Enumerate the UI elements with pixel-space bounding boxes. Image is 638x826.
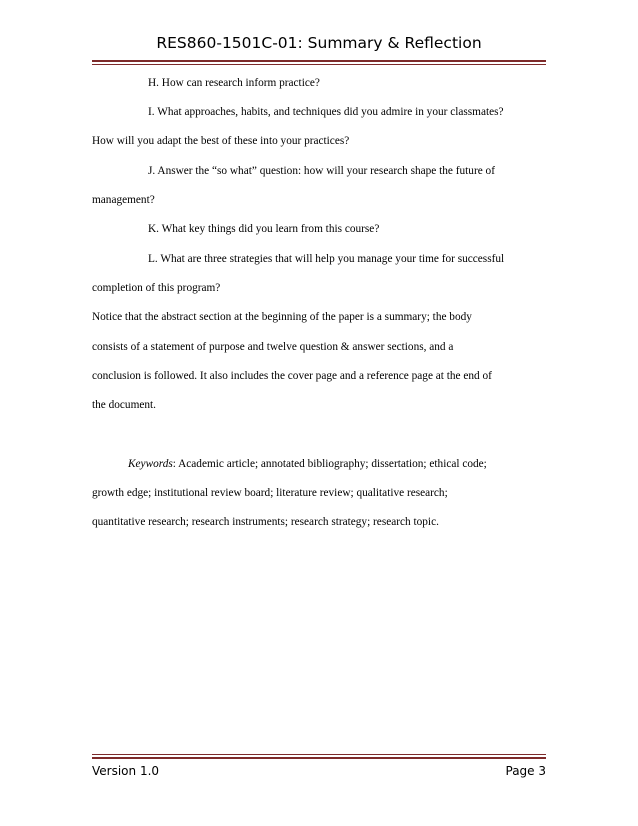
page-header-title: RES860-1501C-01: Summary & Reflection — [156, 34, 482, 52]
keywords-line1 — [128, 457, 487, 471]
footer-rule-thin — [92, 754, 546, 755]
question-l-line2: completion of this program? — [92, 282, 221, 294]
notice-line3: conclusion is followed. It also includes the cover page and a reference page at the end of — [92, 370, 492, 382]
header-rule-thin — [92, 64, 546, 65]
question-j-line2: management? — [92, 194, 155, 206]
header-rule-thick — [92, 60, 546, 62]
notice-line2: consists of a statement of purpose and twelve question & answer sections, and a — [92, 341, 454, 353]
keywords-line2: growth edge; institutional review board; literature review; qualitative research; — [92, 487, 448, 499]
footer-rule-thick — [92, 757, 546, 759]
keywords-label: Keywords — [128, 458, 173, 470]
keywords-list-part1: : Academic article; annotated bibliography; dissertation; ethical code; — [172, 458, 487, 470]
footer-page-number: Page 3 — [505, 764, 546, 778]
footer-version: Version 1.0 — [92, 764, 160, 778]
question-i-line1: I. What approaches, habits, and techniques did you admire in your classmates? — [148, 106, 504, 118]
question-j-line1: J. Answer the “so what” question: how will your research shape the future of — [148, 165, 495, 177]
question-l-line1: L. What are three strategies that will help you manage your time for successful — [148, 253, 505, 265]
keywords-line3: quantitative research; research instruments; research strategy; research topic. — [92, 516, 439, 528]
question-h: H. How can research inform practice? — [148, 77, 320, 89]
notice-line1: Notice that the abstract section at the beginning of the paper is a summary; the body — [92, 311, 472, 323]
question-i-line2: How will you adapt the best of these into your practices? — [92, 135, 350, 147]
notice-line4: the document. — [92, 399, 156, 411]
question-k: K. What key things did you learn from this course? — [148, 223, 380, 235]
